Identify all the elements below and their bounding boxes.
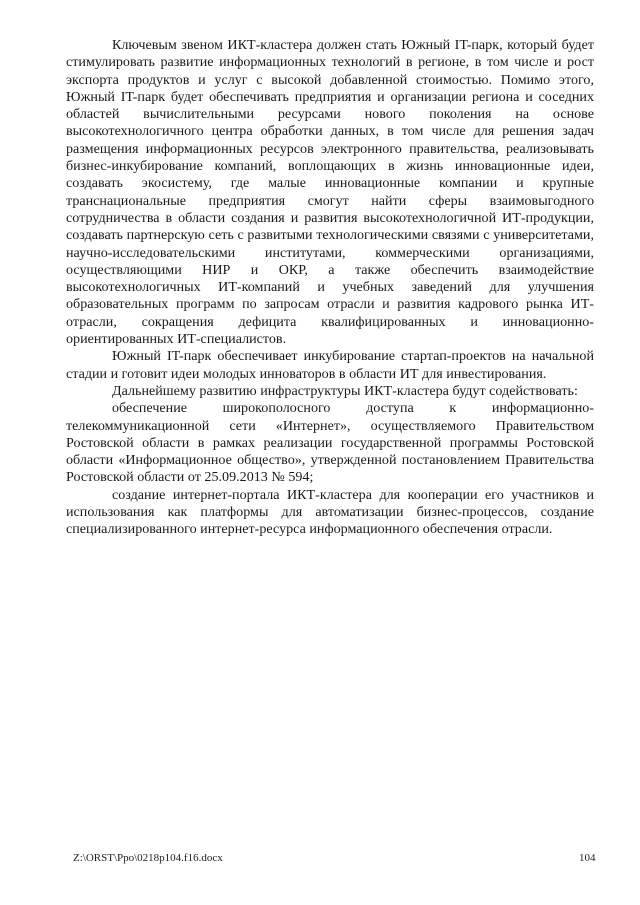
paragraph-it-park: Ключевым звеном ИКТ-кластера должен стать Южный IT-парк, который будет стимулировать развитие информационных технологий в регионе, в том числе и рост экспорта продуктов и услуг с высокой добавленной стоимостью. Помимо этого, Южный IT-парк будет обеспечивать предприятия и организации региона и соседних областей вычислительными ресурсами нового поколения на основе высокотехнологичного центра обработки данных, в том числе для решения задач размещения информационных ресурсов электронного правительства, реализовывать бизнес-инкубирование компаний, воплощающих в жизнь инновационные идеи, создавать экосистему, где малые инновационные компании и крупные транснациональные предприятия смогут найти сферы взаимовыгодного сотрудничества в области создания и развития высокотехнологичной ИТ-продукции, создавать партнерскую сеть с развитыми технологическими связями с университетами, научно-исследовательскими институтами, коммерческими организациями, осуществляющими НИР и ОКР, а также обеспечить взаимодействие высокотехнологичных ИТ-компаний и учебных заведений для улучшения образовательных программ по запросам отрасли и развития кадрового рынка ИТ-отрасли, сокращения дефицита квалифицированных и инновационно-ориентированных ИТ-специалистов. (66, 37, 594, 348)
paragraph-incubation: Южный IT-парк обеспечивает инкубирование стартап-проектов на начальной стадии и готовит идеи молодых инноваторов в области ИТ для инвестирования. (66, 348, 594, 382)
footer-file-path: Z:\ORST\Ppo\0218p104.f16.docx (73, 852, 223, 864)
paragraph-infrastructure-intro: Дальнейшему развитию инфраструктуры ИКТ-кластера будут содействовать: (112, 382, 578, 399)
page-number: 104 (579, 852, 596, 864)
document-body (66, 37, 594, 539)
paragraph-internet-portal: создание интернет-портала ИКТ-кластера для кооперации его участников и использования как платформы для автоматизации бизнес-процессов, создание специализированного интернет-ресурса информационного обеспечения отрасли. (66, 486, 594, 538)
paragraph-broadband-access: обеспечение широкополосного доступа к информационно-телекоммуникационной сети «Интернет», осуществляемого Правительством Ростовской области в рамках реализации государственной программы Ростовской области «Информационное общество», утвержденной постановлением Правительства Ростовской области от 25.09.2013 № 594; (66, 400, 594, 486)
